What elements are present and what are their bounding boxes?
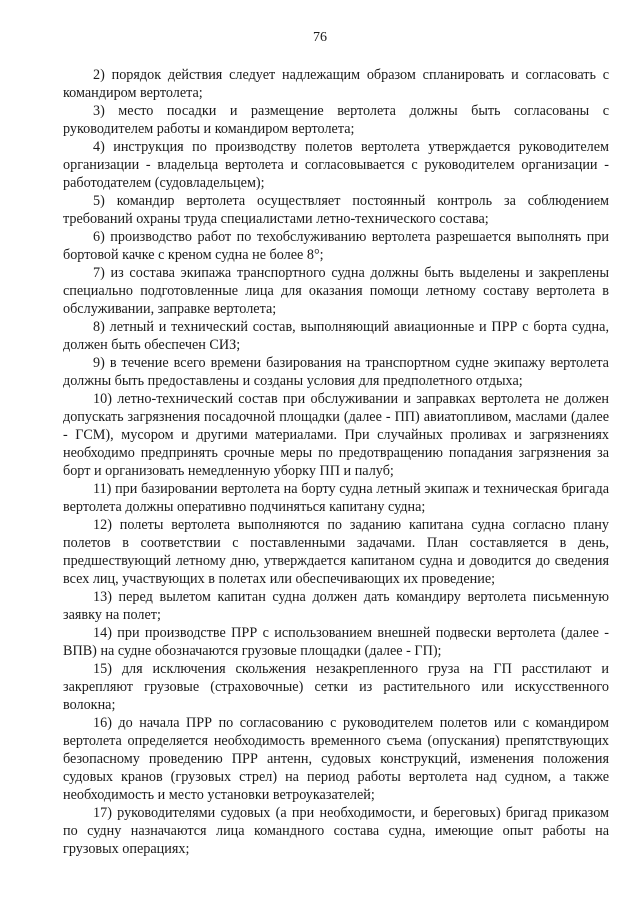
paragraph-item-11: 11) при базировании вертолета на борту судна летный экипаж и техническая бригада вертолета должны оперативно подчиняться капитану судна; bbox=[63, 481, 609, 515]
paragraph-item-14: 14) при производстве ПРР с использованием внешней подвески вертолета (далее - ВПВ) на судне обозначаются грузовые площадки (далее - ГП); bbox=[63, 625, 609, 659]
paragraph-item-17: 17) руководителями судовых (а при необходимости, и береговых) бригад приказом по судну назначаются лица командного состава судна, имеющие опыт работы на грузовых операциях; bbox=[63, 805, 609, 857]
paragraph-item-15: 15) для исключения скольжения незакрепленного груза на ГП расстилают и закрепляют грузовые (страховочные) сетки из растительного или искусственного волокна; bbox=[63, 661, 609, 713]
paragraph-item-5: 5) командир вертолета осуществляет постоянный контроль за соблюдением требований охраны труда специалистами летно-технического состава; bbox=[63, 193, 609, 227]
paragraph-item-6: 6) производство работ по техобслуживанию вертолета разрешается выполнять при бортовой качке с креном судна не более 8°; bbox=[63, 229, 609, 263]
paragraph-item-10: 10) летно-технический состав при обслуживании и заправках вертолета не должен допускать загрязнения посадочной площадки (далее - ПП) авиатопливом, маслами (далее - ГСМ), мусором и другими материалами. При случайных проливах и загрязнениях необходимо предпринять срочные меры по предотвращению попадания загрязнения за борт и организовать немедленную уборку ПП и палуб; bbox=[63, 391, 609, 479]
document-body bbox=[63, 66, 609, 858]
paragraph-item-7: 7) из состава экипажа транспортного судна должны быть выделены и закреплены специально подготовленные лица для оказания помощи летному составу вертолета в обслуживании, заправке вертолета; bbox=[63, 265, 609, 317]
page-number: 76 bbox=[313, 30, 327, 45]
paragraph-item-9: 9) в течение всего времени базирования на транспортном судне экипажу вертолета должны быть предоставлены и созданы условия для предполетного отдыха; bbox=[63, 355, 609, 389]
paragraph-item-13: 13) перед вылетом капитан судна должен дать командиру вертолета письменную заявку на полет; bbox=[63, 589, 609, 623]
paragraph-item-8: 8) летный и технический состав, выполняющий авиационные и ПРР с борта судна, должен быть обеспечен СИЗ; bbox=[63, 319, 609, 353]
paragraph-item-2: 2) порядок действия следует надлежащим образом спланировать и согласовать с командиром вертолета; bbox=[63, 67, 609, 101]
paragraph-item-3: 3) место посадки и размещение вертолета должны быть согласованы с руководителем работы и командиром вертолета; bbox=[63, 103, 609, 137]
paragraph-item-16: 16) до начала ПРР по согласованию с руководителем полетов или с командиром вертолета определяется необходимость временного съема (опускания) препятствующих безопасному проведению ПРР антенн, судовых конструкций, изменения положения судовых кранов (грузовых стрел) на период работы вертолета над судном, а также необходимость и место установки ветроуказателей; bbox=[63, 715, 609, 803]
paragraph-item-12: 12) полеты вертолета выполняются по заданию капитана судна согласно плану полетов в соответствии с поставленными задачами. План составляется в день, предшествующий летному дню, утверждается капитаном судна и доводится до сведения всех лиц, участвующих в полетах или обеспечивающих их проведение; bbox=[63, 517, 609, 587]
paragraph-item-4: 4) инструкция по производству полетов вертолета утверждается руководителем организации - владельца вертолета и согласовывается с руководителем организации - работодателем (судовладельцем); bbox=[63, 139, 609, 191]
